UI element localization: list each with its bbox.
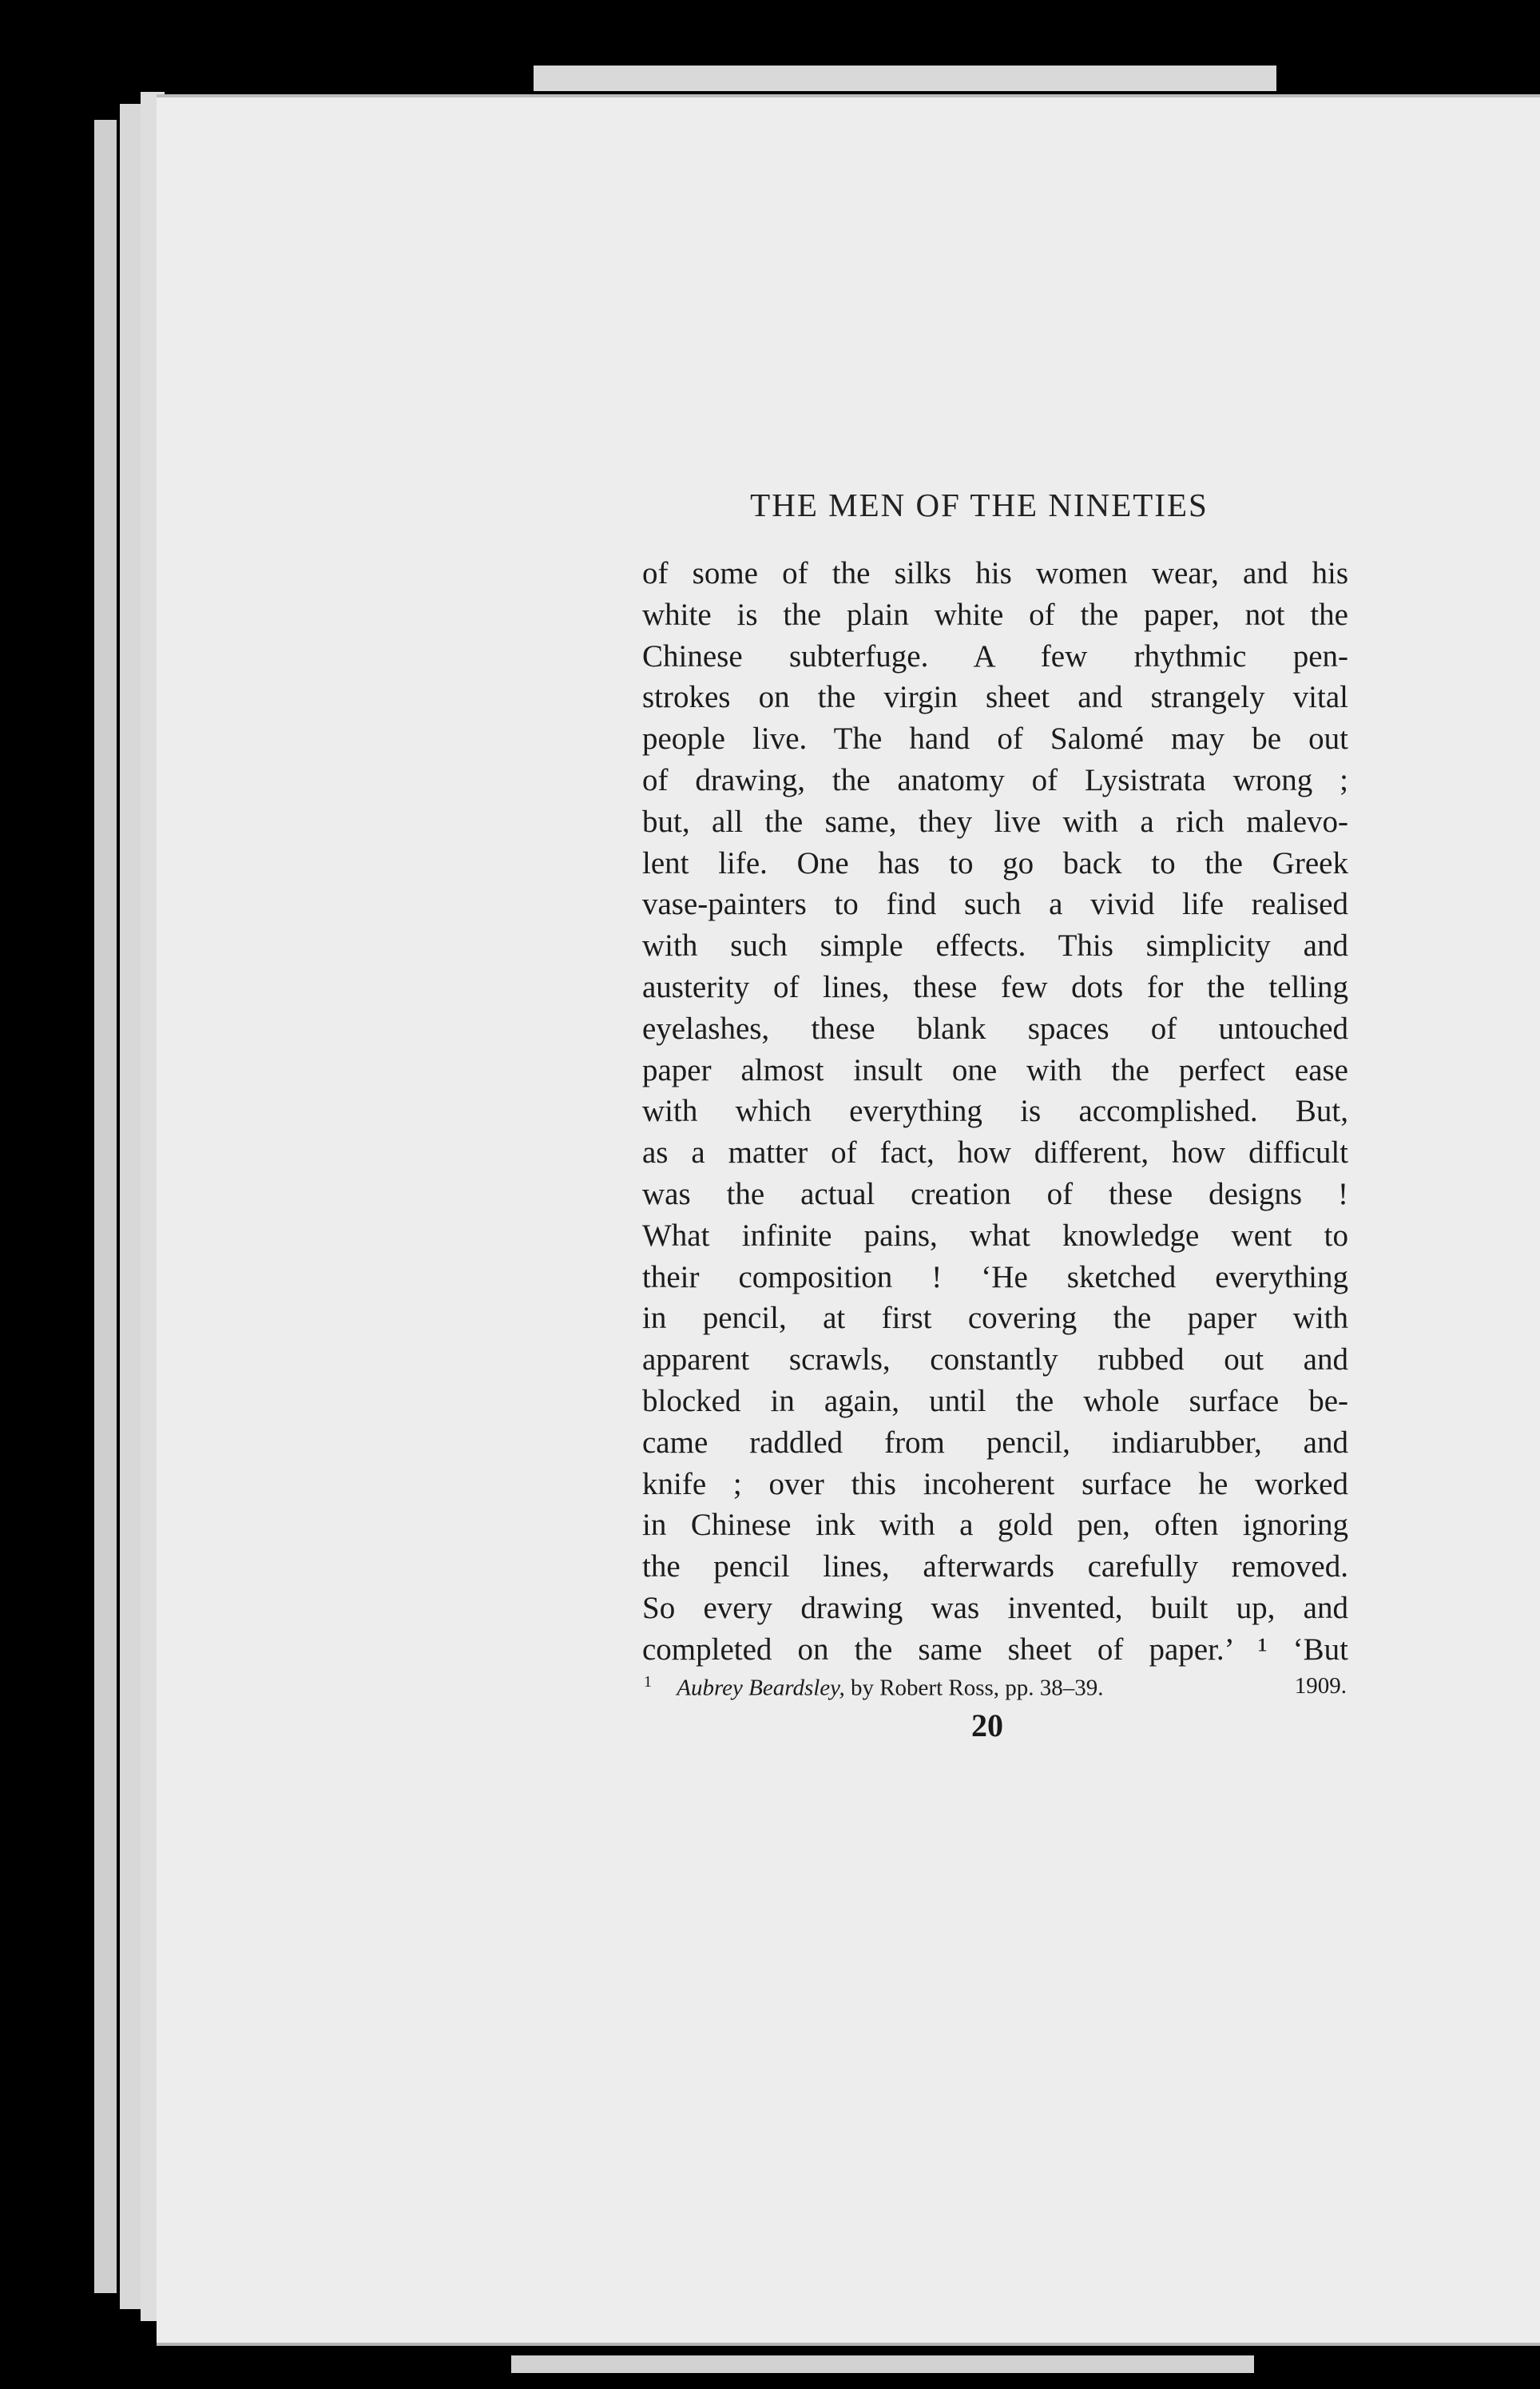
text-line: blocked in again, until the whole surface be- — [642, 1383, 1348, 1418]
text-line: apparent scrawls, constantly rubbed out and — [642, 1342, 1348, 1377]
footnote-text: by Robert Ross, pp. 38–39. — [850, 1675, 1104, 1701]
page-number: 20 — [971, 1707, 1003, 1743]
footnote-year: 1909. — [1294, 1673, 1347, 1699]
text-line: in Chinese ink with a gold pen, often ignoring — [642, 1508, 1348, 1543]
text-line: of some of the silks his women wear, and his — [642, 556, 1348, 590]
text-line: came raddled from pencil, indiarubber, and — [642, 1425, 1348, 1460]
page-edge-bottom — [511, 2355, 1254, 2373]
text-line: lent life. One has to go back to the Greek — [642, 845, 1348, 880]
text-line: strokes on the virgin sheet and strangely vital — [642, 680, 1348, 715]
text-line: their composition ! ‘He sketched everything — [642, 1259, 1348, 1294]
footnote-title: Aubrey Beardsley, — [677, 1675, 845, 1701]
text-line: people live. The hand of Salomé may be out — [642, 721, 1348, 757]
text-line: Chinese subterfuge. A few rhythmic pen- — [642, 638, 1348, 674]
body-text — [642, 553, 1348, 1671]
running-head: THE MEN OF THE NINETIES — [750, 487, 1209, 523]
text-line: knife ; over this incoherent surface he worked — [642, 1466, 1348, 1501]
footnote — [644, 1673, 1347, 1702]
text-line: in pencil, at first covering the paper with — [642, 1301, 1348, 1336]
footnote-body — [644, 1673, 1104, 1702]
text-line: of drawing, the anatomy of Lysistrata wrong ; — [642, 762, 1348, 797]
text-line: vase-painters to find such a vivid life realised — [642, 887, 1348, 922]
text-line: but, all the same, they live with a rich malevo- — [642, 804, 1348, 839]
page-edge-top — [534, 66, 1276, 91]
text-line: So every drawing was invented, built up, and — [642, 1590, 1348, 1625]
page-edge — [94, 120, 117, 2293]
text-line: completed on the same sheet of paper.’ ¹ ‘But — [642, 1632, 1348, 1667]
text-line: What infinite pains, what knowledge went to — [642, 1218, 1348, 1253]
text-line: with such simple effects. This simplicity and — [642, 928, 1348, 964]
text-line: the pencil lines, afterwards carefully removed. — [642, 1549, 1348, 1584]
text-line: eyelashes, these blank spaces of untouched — [642, 1011, 1348, 1046]
text-line: white is the plain white of the paper, not the — [642, 597, 1348, 632]
footnote-marker: 1 — [644, 1673, 652, 1691]
text-line: as a matter of fact, how different, how difficult — [642, 1135, 1348, 1171]
text-line: paper almost insult one with the perfect ease — [642, 1052, 1348, 1087]
text-line: austerity of lines, these few dots for the telling — [642, 969, 1348, 1004]
text-line: was the actual creation of these designs ! — [642, 1176, 1348, 1211]
text-line: with which everything is accomplished. But, — [642, 1094, 1348, 1129]
